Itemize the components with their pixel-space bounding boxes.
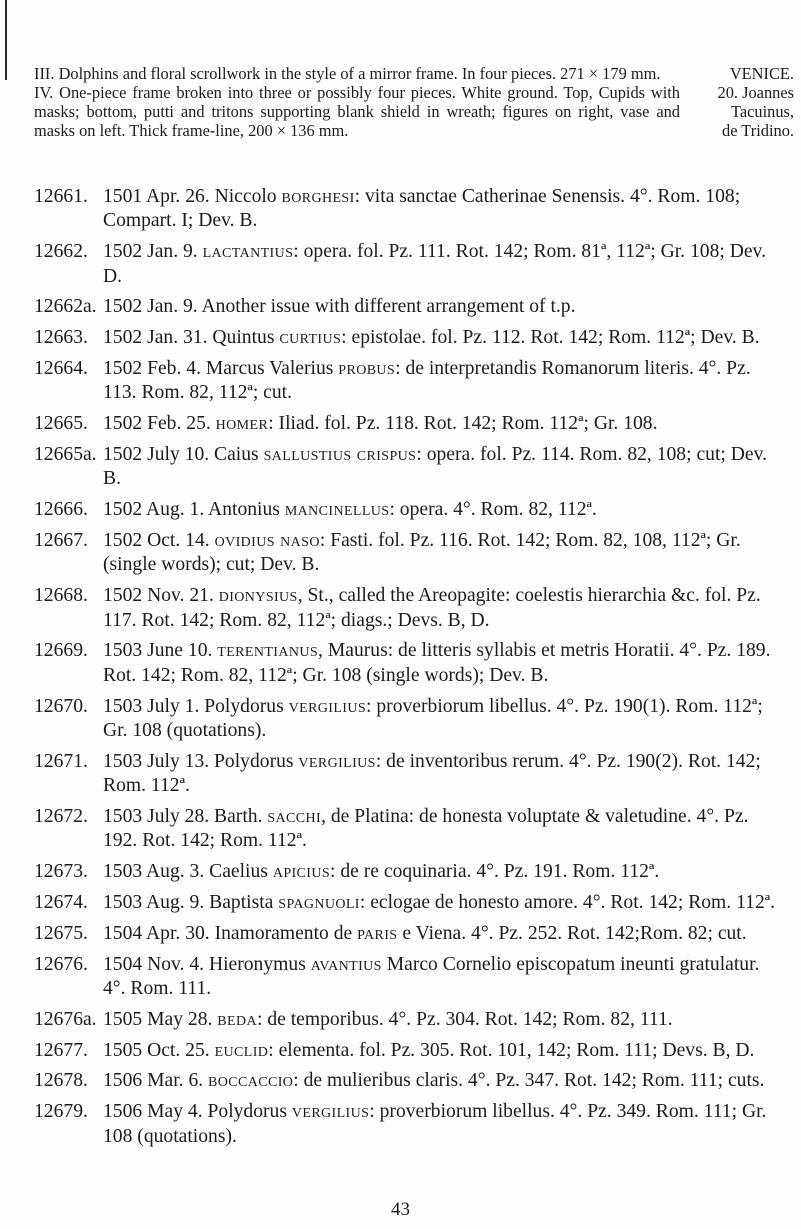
catalogue-entry xyxy=(34,185,784,234)
entry-number: 12671. xyxy=(34,750,88,772)
entry-text xyxy=(103,891,784,915)
entry-text xyxy=(103,412,784,436)
entry-number: 12669. xyxy=(34,640,88,662)
entry-title-and-collation: , Maurus: de litteris syllabis et metris Horatii. 4°. Pz. 189. Rot. 142; Rom. 82, 112ª; Gr. 108 (single words); Dev. B. xyxy=(103,640,771,686)
entry-text xyxy=(103,1008,784,1032)
entry-text xyxy=(103,953,784,1002)
entry-date-and-forename: 1503 July 28. Barth. xyxy=(103,806,268,828)
entry-title-and-collation: , de Platina: de honesta voluptate & valetudine. 4°. Pz. 192. Rot. 142; Rom. 112ª. xyxy=(103,806,749,852)
entry-title-and-collation: , St., called the Areopagite: coelestis hierarchia &c. fol. Pz. 117. Rot. 142; Rom. 82, 112ª; diags.; Devs. B, D. xyxy=(103,585,761,631)
entry-number: 12672. xyxy=(34,806,88,828)
entry-text xyxy=(103,529,784,578)
entry-number: 12678. xyxy=(34,1070,88,1092)
catalogue-entry xyxy=(34,1039,784,1063)
entry-date-and-forename: 1503 July 13. Polydorus xyxy=(103,750,299,772)
entry-title-and-collation: : de inventoribus rerum. 4°. Pz. 190(2). Rot. 142; Rom. 112ª. xyxy=(103,750,761,797)
entry-list xyxy=(34,185,784,1155)
author-name: spagnuoli xyxy=(278,892,360,914)
printer-name-line: 20. Joannes xyxy=(717,83,794,102)
entry-title-and-collation: : de mulieribus claris. 4°. Pz. 347. Rot. 142; Rom. 111; cuts. xyxy=(293,1070,765,1092)
catalogue-entry xyxy=(34,860,784,884)
author-name: boccaccio xyxy=(208,1070,294,1092)
header-description xyxy=(34,64,680,140)
catalogue-entry xyxy=(34,1100,784,1149)
entry-text xyxy=(103,357,784,406)
entry-date-and-forename: 1503 July 1. Polydorus xyxy=(103,695,289,717)
author-name: euclid xyxy=(214,1039,269,1061)
author-name: beda xyxy=(217,1008,257,1030)
entry-text xyxy=(103,639,784,688)
entry-number: 12676. xyxy=(34,953,88,975)
catalogue-entry xyxy=(34,584,784,633)
entry-text xyxy=(103,443,784,492)
entry-date-and-forename: 1505 Oct. 25. xyxy=(103,1039,215,1061)
author-name: mancinellus xyxy=(284,499,390,521)
catalogue-entry xyxy=(34,891,784,915)
author-name: sallustius crispus xyxy=(263,444,417,465)
entry-title-and-collation: : de interpretandis Romanorum literis. 4°. Pz. 113. Rom. 82, 112ª; cut. xyxy=(103,358,751,404)
author-name: apicius xyxy=(272,861,331,883)
printer-name-line: Tacuinus, xyxy=(730,102,794,121)
entry-text xyxy=(103,185,784,234)
entry-date-and-forename: 1506 May 4. Polydorus xyxy=(103,1101,292,1123)
entry-date-and-forename: 1501 Apr. 26. Niccolo xyxy=(103,186,282,207)
author-name: sacchi xyxy=(267,806,322,828)
entry-number: 12661. xyxy=(34,186,88,207)
entry-text xyxy=(103,1100,784,1149)
catalogue-entry xyxy=(34,529,784,578)
entry-number: 12674. xyxy=(34,892,88,914)
printer-name-line: de Tridino. xyxy=(722,121,794,140)
entry-title-and-collation: : opera. 4°. Rom. 82, 112ª. xyxy=(389,499,597,521)
entry-text xyxy=(103,295,784,319)
entry-date-and-forename: 1502 Feb. 4. Marcus Valerius xyxy=(103,358,339,379)
page-edge-rule xyxy=(5,0,7,80)
entry-title-and-collation: : Iliad. fol. Pz. 118. Rot. 142; Rom. 112ª; Gr. 108. xyxy=(268,413,658,435)
entry-title-and-collation: : de re coquinaria. 4°. Pz. 191. Rom. 112ª. xyxy=(330,861,660,883)
entry-date-and-forename: 1502 Jan. 31. Quintus xyxy=(103,327,280,349)
catalogue-entry xyxy=(34,1008,784,1032)
entry-number: 12662. xyxy=(34,241,88,263)
entry-date-and-forename: 1502 Nov. 21. xyxy=(103,585,219,607)
entry-text xyxy=(103,695,784,744)
entry-date-and-forename: 1504 Apr. 30. Inamoramento de xyxy=(103,922,358,944)
printer-heading xyxy=(688,64,794,140)
entry-date-and-forename: 1502 Feb. 25. xyxy=(103,413,216,435)
entry-date-and-forename: 1505 May 28. xyxy=(103,1008,218,1030)
catalogue-entry xyxy=(34,805,784,854)
entry-title-and-collation: : epistolae. fol. Pz. 112. Rot. 142; Rom. 112ª; Dev. B. xyxy=(341,327,760,349)
author-name: lactantius xyxy=(202,241,294,263)
page-number: 43 xyxy=(391,1199,410,1220)
entry-title-and-collation: : proverbiorum libellus. 4°. Pz. 190(1). Rom. 112ª; Gr. 108 (quotations). xyxy=(103,695,763,742)
catalogue-entry xyxy=(34,639,784,688)
entry-text xyxy=(103,922,784,946)
author-name: terentianus xyxy=(217,640,319,662)
catalogue-entry xyxy=(34,412,784,436)
entry-date-and-forename: 1502 Jan. 9. xyxy=(103,241,203,263)
entry-text xyxy=(103,326,784,350)
author-name: vergilius xyxy=(298,750,376,772)
catalogue-entry xyxy=(34,695,784,744)
author-name: borghesi xyxy=(281,186,355,207)
entry-title-and-collation: : de temporibus. 4°. Pz. 304. Rot. 142; Rom. 82, 111. xyxy=(256,1008,673,1030)
author-name: vergilius xyxy=(291,1101,370,1123)
author-name: vergilius xyxy=(288,695,367,717)
entry-text xyxy=(103,584,784,633)
author-name: ovidius naso xyxy=(214,530,320,551)
entry-number: 12665a. xyxy=(34,444,97,465)
city-heading: VENICE. xyxy=(729,64,794,83)
entry-number: 12667. xyxy=(34,530,88,551)
catalogue-entry xyxy=(34,750,784,799)
entry-number: 12673. xyxy=(34,861,88,883)
entry-text xyxy=(103,1069,784,1093)
catalogue-entry xyxy=(34,295,784,319)
entry-number: 12679. xyxy=(34,1101,88,1123)
entry-number: 12676a. xyxy=(34,1008,97,1030)
entry-title-and-collation: : opera. fol. Pz. 114. Rom. 82, 108; cut; Dev. B. xyxy=(103,444,767,490)
entry-title-and-collation: e Viena. 4°. Pz. 252. Rot. 142;Rom. 82; cut. xyxy=(397,922,747,944)
catalogue-entry xyxy=(34,953,784,1002)
entry-title-and-collation: : vita sanctae Catherinae Senensis. 4°. Rom. 108; Compart. I; Dev. B. xyxy=(103,186,741,232)
entry-number: 12668. xyxy=(34,585,88,607)
entry-text xyxy=(103,805,784,854)
catalogue-entry xyxy=(34,357,784,406)
entry-text xyxy=(103,750,784,799)
entry-number: 12662a. xyxy=(34,296,97,318)
entry-date-and-forename: 1506 Mar. 6. xyxy=(103,1070,209,1092)
author-name: homer xyxy=(215,413,269,435)
entry-date-and-forename: 1502 Aug. 1. Antonius xyxy=(103,499,285,521)
entry-date-and-forename: 1502 Oct. 14. xyxy=(103,530,215,551)
entry-title-and-collation: : proverbiorum libellus. 4°. Pz. 349. Rom. 111; Gr. 108 (quotations). xyxy=(103,1101,767,1147)
author-name: probus xyxy=(338,358,396,379)
catalogue-entry xyxy=(34,443,784,492)
entry-date-and-forename: 1502 July 10. Caius xyxy=(103,444,264,465)
entry-text xyxy=(103,1039,784,1063)
catalogue-entry xyxy=(34,1069,784,1093)
entry-text xyxy=(103,860,784,884)
entry-date-and-forename: 1503 June 10. xyxy=(103,640,218,662)
entry-text xyxy=(103,240,784,289)
entry-date-and-forename: 1503 Aug. 3. Caelius xyxy=(103,861,273,883)
catalogue-entry xyxy=(34,498,784,522)
entry-title-and-collation: : Fasti. fol. Pz. 116. Rot. 142; Rom. 82, 108, 112ª; Gr. (single words); cut; Dev. B. xyxy=(103,530,741,576)
catalogue-entry xyxy=(34,240,784,289)
entry-number: 12663. xyxy=(34,327,88,349)
entry-date-and-forename: 1504 Nov. 4. Hieronymus xyxy=(103,953,311,975)
entry-number: 12664. xyxy=(34,358,88,379)
entry-number: 12666. xyxy=(34,499,88,521)
entry-title-and-collation: Marco Cornelio episcopatum ineunti gratulatur. 4°. Rom. 111. xyxy=(103,953,760,1000)
entry-text xyxy=(103,498,784,522)
catalogue-entry xyxy=(34,922,784,946)
catalogue-entry xyxy=(34,326,784,350)
entry-title-and-collation: : opera. fol. Pz. 111. Rot. 142; Rom. 81ª, 112ª; Gr. 108; Dev. D. xyxy=(103,241,766,287)
header-line-iii: III. Dolphins and floral scrollwork in the style of a mirror frame. In four pieces. 271 × 179 mm. xyxy=(34,64,661,83)
entry-title-and-collation: : elementa. fol. Pz. 305. Rot. 101, 142; Rom. 111; Devs. B, D. xyxy=(268,1039,755,1061)
author-name: paris xyxy=(357,922,398,944)
entry-number: 12665. xyxy=(34,413,88,435)
author-name: curtius xyxy=(279,327,342,349)
author-name: dionysius xyxy=(218,585,298,607)
entry-number: 12677. xyxy=(34,1039,88,1061)
entry-number: 12675. xyxy=(34,922,88,944)
entry-title-and-collation: : eclogae de honesto amore. 4°. Rot. 142; Rom. 112ª. xyxy=(359,892,776,914)
author-name: avantius xyxy=(310,953,382,975)
entry-date-and-forename: 1502 Jan. 9. Another issue with different arrangement of t.p. xyxy=(103,296,576,318)
entry-number: 12670. xyxy=(34,695,88,717)
header-line-iv: IV. One-piece frame broken into three or possibly four pieces. White ground. Top, Cupids with masks; bottom, putti and tritons supporting blank shield in wreath; figures on right, vase and masks on left. Thick frame-line, 200 × 136 mm. xyxy=(34,83,680,140)
entry-date-and-forename: 1503 Aug. 9. Baptista xyxy=(103,892,279,914)
